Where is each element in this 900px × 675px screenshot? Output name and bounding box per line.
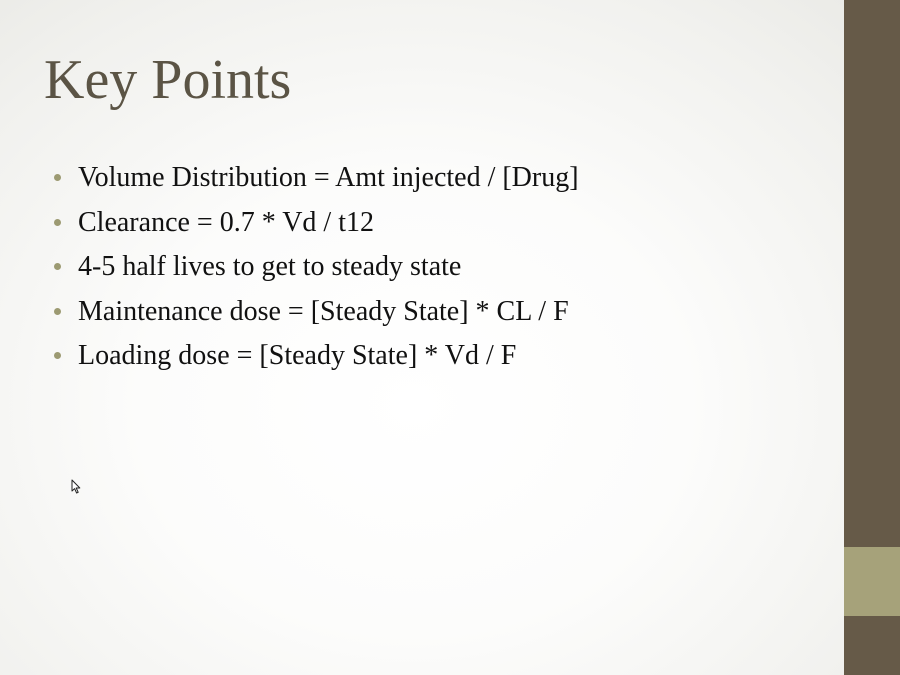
bullet-text: Loading dose = [Steady State] * Vd / F (78, 340, 517, 371)
sidebar-accent-block (844, 547, 900, 616)
bullet-dot-icon (54, 174, 61, 181)
bullet-dot-icon (54, 263, 61, 270)
slide-title: Key Points (44, 49, 292, 111)
bullet-text: Clearance = 0.7 * Vd / t12 (78, 206, 374, 238)
mouse-pointer-icon (71, 479, 81, 494)
bullet-text: Volume Distribution = Amt injected / [Drug] (78, 162, 579, 193)
bullet-dot-icon (54, 308, 61, 315)
bullet-dot-icon (54, 352, 61, 359)
bullet-text: Maintenance dose = [Steady State] * CL / F (78, 295, 569, 327)
bullet-dot-icon (54, 219, 61, 226)
bullet-text: 4-5 half lives to get to steady state (78, 251, 462, 282)
